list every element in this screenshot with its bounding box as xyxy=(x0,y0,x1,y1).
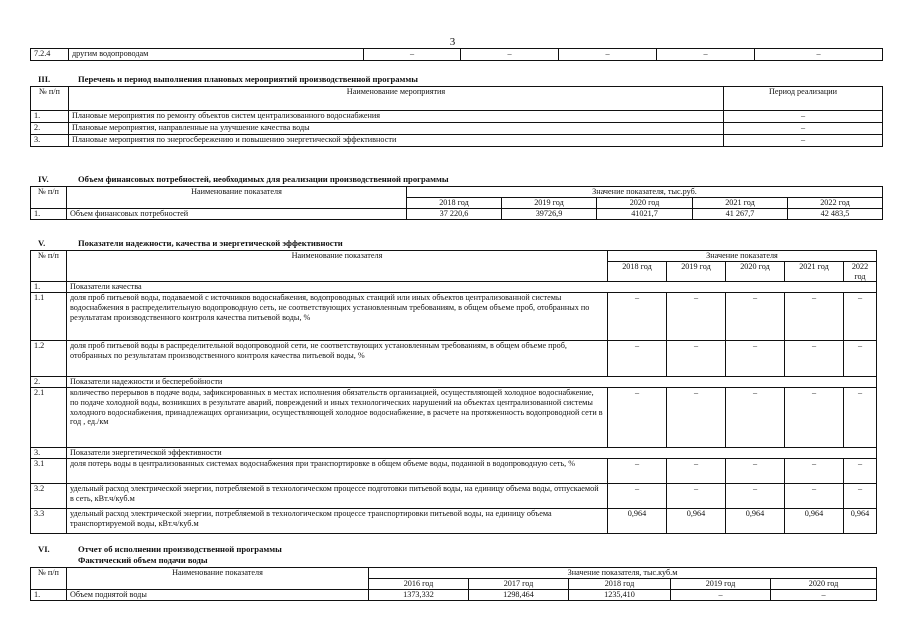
row-number: 2. xyxy=(31,123,69,135)
value-cell: 37 220,6 xyxy=(407,209,502,220)
header-number: № п/п xyxy=(31,251,67,282)
header-number: № п/п xyxy=(31,87,69,111)
value-cell: 1373,332 xyxy=(369,590,469,601)
group-number: 2. xyxy=(31,377,67,388)
value-cell: – xyxy=(461,49,559,61)
row-name: доля проб питьевой воды в распределительной водопроводной сети, не соответствующих установленным требованиям, в общем объеме проб, отобранных по результатам производственного контроля качества питьевой воды, % xyxy=(67,341,608,377)
value-cell: – xyxy=(667,341,726,377)
value-cell: – xyxy=(667,459,726,484)
value-cell: – xyxy=(667,388,726,448)
row-period: – xyxy=(724,123,883,135)
value-cell: 0,964 xyxy=(844,509,877,534)
year-header: 2017 год xyxy=(469,579,569,590)
section-5-table xyxy=(30,250,877,534)
value-cell: – xyxy=(608,341,667,377)
value-cell: – xyxy=(755,49,883,61)
row-name: удельный расход электрической энергии, потребляемой в технологическом процессе транспортировки питьевой воды, на единицу объема транспортируемой воды, кВт.ч/куб.м xyxy=(67,509,608,534)
year-header: 2016 год xyxy=(369,579,469,590)
value-cell: 1298,464 xyxy=(469,590,569,601)
header-value: Значение показателя, тыс.руб. xyxy=(407,187,883,198)
row-number: 1. xyxy=(31,209,67,220)
value-cell: – xyxy=(785,459,844,484)
group-number: 1. xyxy=(31,282,67,293)
row-number: 3.1 xyxy=(31,459,67,484)
header-number: № п/п xyxy=(31,187,67,209)
row-name: другим водопроводам xyxy=(69,49,364,61)
value-cell: – xyxy=(657,49,755,61)
group-title: Показатели качества xyxy=(67,282,877,293)
row-number: 3.2 xyxy=(31,484,67,509)
year-header: 2018 год xyxy=(569,579,671,590)
section-3-heading xyxy=(38,74,418,84)
value-cell: – xyxy=(785,388,844,448)
value-cell: – xyxy=(844,293,877,341)
value-cell: 0,964 xyxy=(608,509,667,534)
header-value: Значение показателя, тыс.куб.м xyxy=(369,568,877,579)
value-cell: – xyxy=(671,590,771,601)
header-name: Наименование показателя xyxy=(67,251,608,282)
value-cell: 1235,410 xyxy=(569,590,671,601)
year-header: 2020 год xyxy=(597,198,693,209)
year-header: 2021 год xyxy=(785,262,844,282)
top-continuation-table xyxy=(30,48,883,61)
section-6-subtitle: Фактический объем подачи воды xyxy=(78,555,208,565)
row-name: доля потерь воды в централизованных системах водоснабжения при транспортировке в общем объеме воды, поданной в водопроводную сеть, % xyxy=(67,459,608,484)
row-number: 1.1 xyxy=(31,293,67,341)
row-name: Плановые мероприятия по ремонту объектов систем централизованного водоснабжения xyxy=(69,111,724,123)
section-5-number: V. xyxy=(38,238,46,248)
row-number: 1. xyxy=(31,111,69,123)
header-name: Наименование мероприятия xyxy=(69,87,724,111)
year-header: 2018 год xyxy=(407,198,502,209)
value-cell: 0,964 xyxy=(785,509,844,534)
value-cell: – xyxy=(559,49,657,61)
value-cell: – xyxy=(785,484,844,509)
year-header: 2019 год xyxy=(667,262,726,282)
row-number: 1. xyxy=(31,590,67,601)
year-header: 2022 год xyxy=(844,262,877,282)
section-5-heading xyxy=(38,238,343,248)
section-4-number: IV. xyxy=(38,174,49,184)
value-cell: – xyxy=(726,341,785,377)
year-header: 2020 год xyxy=(771,579,877,590)
section-6-title: Отчет об исполнении производственной программы xyxy=(78,544,282,554)
value-cell: – xyxy=(608,388,667,448)
header-value: Значение показателя xyxy=(608,251,877,262)
value-cell: – xyxy=(844,341,877,377)
row-name: Объем финансовых потребностей xyxy=(67,209,407,220)
value-cell: – xyxy=(667,484,726,509)
row-name: Плановые мероприятия, направленные на улучшение качества воды xyxy=(69,123,724,135)
group-title: Показатели надежности и бесперебойности xyxy=(67,377,877,388)
value-cell: – xyxy=(844,459,877,484)
row-number: 7.2.4 xyxy=(31,49,69,61)
row-number: 3.3 xyxy=(31,509,67,534)
row-number: 2.1 xyxy=(31,388,67,448)
value-cell: – xyxy=(771,590,877,601)
group-number: 3. xyxy=(31,448,67,459)
value-cell: 0,964 xyxy=(726,509,785,534)
row-number: 1.2 xyxy=(31,341,67,377)
section-6-heading xyxy=(38,544,282,554)
year-header: 2019 год xyxy=(502,198,597,209)
row-name: доля проб питьевой воды, подаваемой с источников водоснабжения, водопроводных станций или иных объектов централизованной системы водоснабжения в распределительную водопроводную сеть, не соответствующих установленным требованиям, в общем объеме проб, отобранных по результатам производственного контроля качества питьевой воды, % xyxy=(67,293,608,341)
year-header: 2018 год xyxy=(608,262,667,282)
section-3-number: III. xyxy=(38,74,51,84)
value-cell: – xyxy=(667,293,726,341)
row-period: – xyxy=(724,111,883,123)
value-cell: – xyxy=(726,388,785,448)
year-header: 2019 год xyxy=(671,579,771,590)
value-cell: – xyxy=(726,484,785,509)
row-name: количество перерывов в подаче воды, зафиксированных в местах исполнения обязательств организацией, осуществляющей холодное водоснабжение, по подаче холодной воды, возникших в результате аварий, повреждений и иных технологических нарушений на объектах централизованной системы холодного водоснабжения, принадлежащих организации, осуществляющей холодное водоснабжение, в расчете на протяженность водопроводной сети в год , ед./км xyxy=(67,388,608,448)
section-6-number: VI. xyxy=(38,544,50,554)
page-number: 3 xyxy=(449,36,456,48)
section-4-title: Объем финансовых потребностей, необходимых для реализации производственной программы xyxy=(78,174,449,184)
row-name: Плановые мероприятия по энергосбережению и повышению энергетической эффективности xyxy=(69,135,724,147)
header-name: Наименование показателя xyxy=(67,568,369,590)
value-cell: 0,964 xyxy=(667,509,726,534)
group-title: Показатели энергетической эффективности xyxy=(67,448,877,459)
value-cell: 39726,9 xyxy=(502,209,597,220)
value-cell: – xyxy=(844,484,877,509)
header-period: Период реализации xyxy=(724,87,883,111)
year-header: 2020 год xyxy=(726,262,785,282)
value-cell: 41 267,7 xyxy=(693,209,788,220)
header-name: Наименование показателя xyxy=(67,187,407,209)
value-cell: – xyxy=(364,49,461,61)
value-cell: – xyxy=(608,484,667,509)
value-cell: – xyxy=(785,341,844,377)
row-name: удельный расход электрической энергии, потребляемой в технологическом процессе подготовки питьевой воды, на единицу объема воды, отпускаемой в сеть, кВт.ч/куб.м xyxy=(67,484,608,509)
section-3-table xyxy=(30,86,883,147)
header-number: № п/п xyxy=(31,568,67,590)
section-5-title: Показатели надежности, качества и энергетической эффективности xyxy=(78,238,343,248)
value-cell: – xyxy=(726,459,785,484)
value-cell: – xyxy=(844,388,877,448)
year-header: 2021 год xyxy=(693,198,788,209)
section-4-table xyxy=(30,186,883,220)
row-period: – xyxy=(724,135,883,147)
year-header: 2022 год xyxy=(788,198,883,209)
section-6-table xyxy=(30,567,877,601)
value-cell: 42 483,5 xyxy=(788,209,883,220)
row-name: Объем поднятой воды xyxy=(67,590,369,601)
row-number: 3. xyxy=(31,135,69,147)
section-3-title: Перечень и период выполнения плановых мероприятий производственной программы xyxy=(78,74,418,84)
section-4-heading xyxy=(38,174,449,184)
value-cell: – xyxy=(608,293,667,341)
value-cell: – xyxy=(608,459,667,484)
value-cell: – xyxy=(726,293,785,341)
value-cell: 41021,7 xyxy=(597,209,693,220)
value-cell: – xyxy=(785,293,844,341)
